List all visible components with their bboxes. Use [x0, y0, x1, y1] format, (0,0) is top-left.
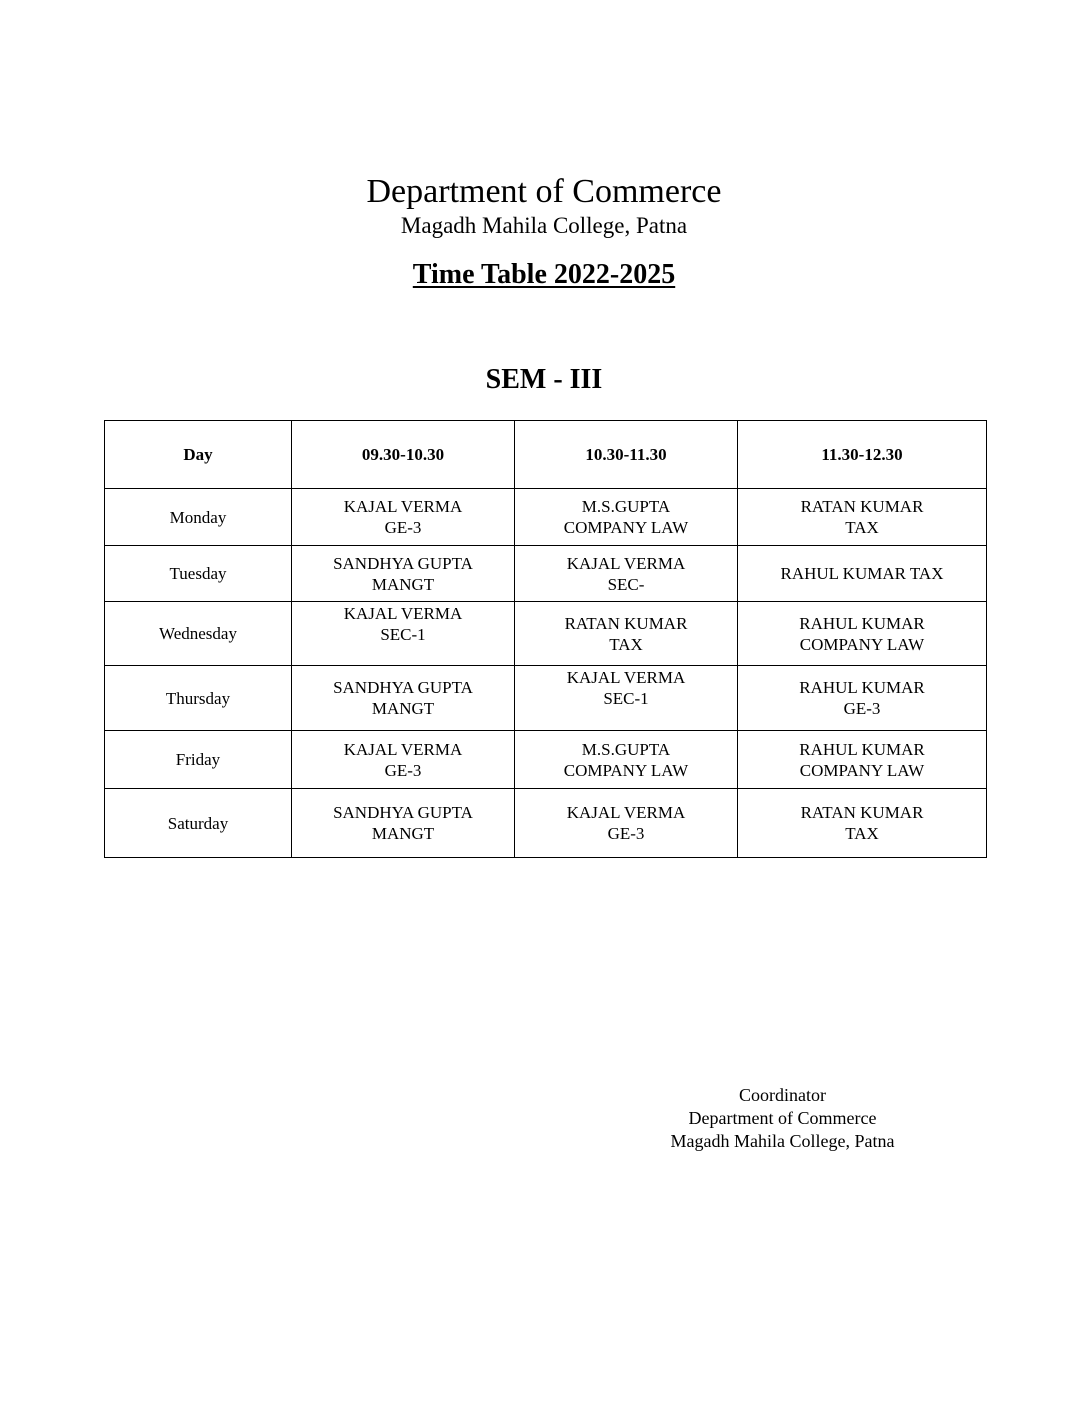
semester-title: SEM - III [485, 364, 603, 395]
subject: MANGT [371, 824, 435, 843]
slot-cell [292, 731, 515, 789]
teacher-name: KAJAL VERMA [566, 668, 686, 687]
subject: SEC-1 [603, 689, 649, 708]
timetable [104, 420, 987, 858]
column-header-day: Day [105, 421, 292, 489]
teacher-name: RATAN KUMAR [564, 613, 688, 633]
subject: COMPANY LAW [563, 518, 689, 537]
teacher-name: RAHUL KUMAR [799, 613, 925, 633]
slot-cell [738, 489, 987, 546]
column-header-slot-1: 09.30-10.30 [292, 421, 515, 489]
slot-cell [738, 602, 987, 666]
college-name: Magadh Mahila College, Patna [400, 213, 688, 238]
subject: TAX [845, 518, 879, 537]
teacher-name: KAJAL VERMA [343, 497, 463, 516]
slot-cell [738, 789, 987, 858]
column-header-slot-3: 11.30-12.30 [738, 421, 987, 489]
subject: GE-3 [843, 699, 881, 718]
teacher-name: RATAN KUMAR [800, 497, 924, 516]
day-cell: Wednesday [105, 602, 292, 666]
subject: COMPANY LAW [799, 634, 925, 654]
column-header-slot-2: 10.30-11.30 [515, 421, 738, 489]
table-row-tuesday [105, 546, 987, 602]
slot-cell [515, 489, 738, 546]
subject: COMPANY LAW [799, 760, 925, 780]
signature-college: Magadh Mahila College, Patna [670, 1131, 895, 1151]
slot-cell [515, 666, 738, 731]
subject: SEC-1 [380, 625, 426, 644]
slot-cell [738, 666, 987, 731]
table-row-thursday [105, 666, 987, 731]
day-cell: Thursday [105, 666, 292, 731]
day-cell: Friday [105, 731, 292, 789]
slot-cell [738, 731, 987, 789]
timetable-title: Time Table 2022-2025 [412, 259, 676, 290]
slot-cell [292, 489, 515, 546]
slot-cell [515, 731, 738, 789]
subject: COMPANY LAW [563, 760, 689, 780]
subject: MANGT [371, 699, 435, 718]
teacher-name: M.S.GUPTA [581, 739, 671, 759]
slot-cell [292, 602, 515, 666]
table-row-saturday [105, 789, 987, 858]
table-header-row [105, 421, 987, 489]
subject: GE-3 [607, 824, 645, 843]
teacher-name: RATAN KUMAR [800, 803, 924, 822]
slot-cell [738, 546, 987, 602]
teacher-name: KAJAL VERMA [343, 604, 463, 623]
slot-cell [292, 789, 515, 858]
table-row-friday [105, 731, 987, 789]
table-row-monday [105, 489, 987, 546]
teacher-name: SANDHYA GUPTA [333, 803, 473, 822]
teacher-name: SANDHYA GUPTA [333, 553, 473, 573]
subject: SEC- [607, 574, 645, 594]
signature-department: Department of Commerce [688, 1108, 877, 1128]
subject: TAX [845, 824, 879, 843]
teacher-name: KAJAL VERMA [343, 739, 463, 759]
subject: GE-3 [384, 760, 422, 780]
slot-cell [515, 602, 738, 666]
subject: TAX [609, 634, 643, 654]
teacher-name: RAHUL KUMAR [799, 739, 925, 759]
teacher-name: KAJAL VERMA [566, 553, 686, 573]
day-cell: Tuesday [105, 546, 292, 602]
teacher-name: SANDHYA GUPTA [333, 678, 473, 697]
slot-cell [515, 789, 738, 858]
subject: GE-3 [384, 518, 422, 537]
teacher-name: RAHUL KUMAR [799, 678, 925, 697]
slot-cell [292, 666, 515, 731]
teacher-name: KAJAL VERMA [566, 803, 686, 822]
slot-cell [515, 546, 738, 602]
day-cell: Monday [105, 489, 292, 546]
signature-role: Coordinator [739, 1085, 826, 1105]
teacher-subject: RAHUL KUMAR TAX [780, 564, 944, 583]
subject: MANGT [371, 574, 435, 594]
table-row-wednesday [105, 602, 987, 666]
slot-cell [292, 546, 515, 602]
day-cell: Saturday [105, 789, 292, 858]
department-title: Department of Commerce [366, 173, 722, 210]
teacher-name: M.S.GUPTA [581, 497, 671, 516]
